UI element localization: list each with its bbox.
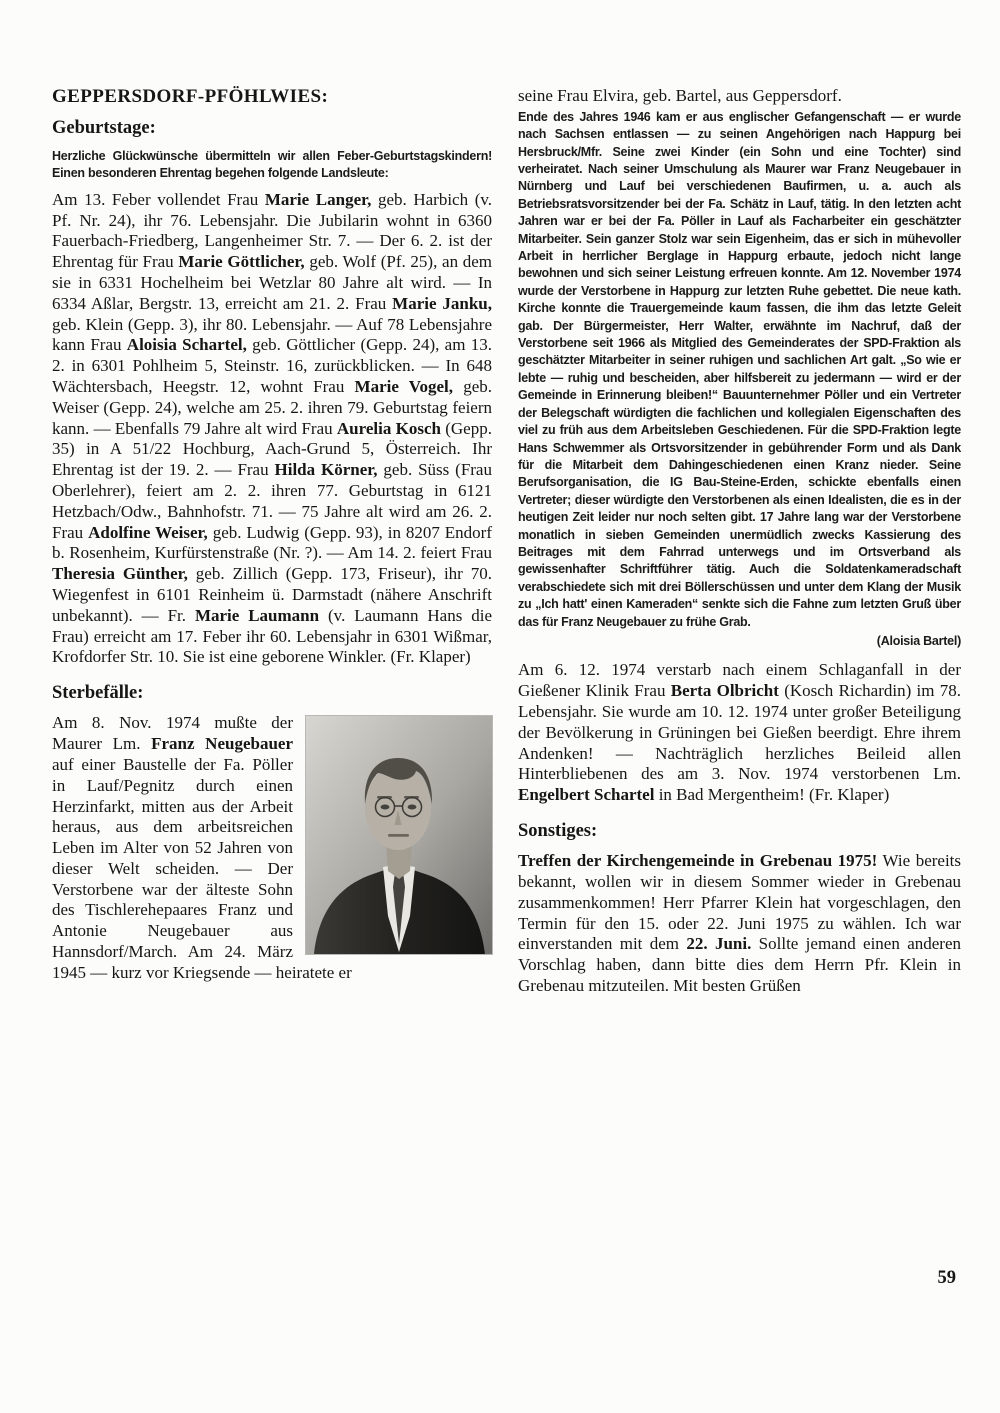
sterbefaelle-continuation: seine Frau Elvira, geb. Bartel, aus Geppersdorf. [518,86,842,105]
left-column [52,86,492,999]
geburtstage-body: Am 13. Feber vollendet Frau Marie Langer, geb. Harbich (v. Pf. Nr. 24), ihr 76. Lebensjahr. Die Jubilarin wohnt in 6360 Fauerbach-Friedberg, Langenheimer Str. 7. — Der 6. 2. ist der Ehrentag für Frau Marie Göttlicher, geb. Wolf (Pf. 25), an dem sie in 6331 Hochelheim bei Wetzlar 80 Jahre alt wird. — In 6334 Aßlar, Bergstr. 13, erreicht am 21. 2. Frau Marie Janku, geb. Klein (Gepp. 3), ihr 80. Lebensjahr. — Auf 78 Lebensjahre kann Frau Aloisia Schartel, geb. Göttlicher (Gepp. 24), am 13. 2. in 6301 Pohlheim 5, Steinstr. 16, zurückblicken. — In 648 Wächtersbach, Heegstr. 12, wohnt Frau Marie Vogel, geb. Weiser (Gepp. 24), welche am 25. 2. ihren 79. Geburtstag feiern kann. — Ebenfalls 79 Jahre alt wird Frau Aurelia Kosch (Gepp. 35) in A 51/22 Hochburg, Aach-Grund 5, Österreich. Ihr Ehrentag ist der 19. 2. — Frau Hilda Körner, geb. Süss (Frau Oberlehrer), feiert am 2. 2. ihren 77. Geburtstag in 6121 Hetzbach/Odw., Bahnhofstr. 71. — 75 Jahre alt wird am 26. 2. Frau Adolfine Weiser, geb. Ludwig (Gepp. 93), in 8207 Endorf b. Rosenheim, Kurfürstenstraße (Nr. ?). — Am 14. 2. feiert Frau Theresia Günther, geb. Zillich (Gepp. 173, Friseur), ihr 70. Wiegenfest in 6101 Reinheim ü. Darmstadt (nähere Anschrift unbekannt). — Fr. Marie Laumann (v. Laumann Hans die Frau) erreicht am 17. Feber ihr 60. Lebensjahr in 6301 Wißmar, Krofdorfer Str. 10. Sie ist eine geborene Winkler. (Fr. Klaper) [52,189,493,667]
portrait-photo-graphic [306,716,492,954]
sterbefaelle-heading: Sterbefälle: [52,683,144,704]
right-column [518,86,961,999]
obituary-detail: Ende des Jahres 1946 kam er aus englischer Gefangenschaft — er wurde nach Sachsen entlassen — zu seinen Angehörigen nach Happurg bei Hersbruck/Mfr. Seine zwei Kinder (ein Sohn und eine Tochter) sind verheiratet. Nach seiner Umschulung als Maurer war Franz Neugebauer in Nürnberg und Lauf bei verschiedenen Baufirmen, u. a. auch als Betriebsratsvorsitzender bei der Fa. Schätz in Lauf, tätig. In den letzten acht Jahren war er bei der Fa. Pöller in Lauf als Facharbeiter ein geschätzter Mitarbeiter. Sein ganzer Stolz war sein Eigenheim, das er sich in mühevoller Arbeit in herrlicher Berglage in Happurg erbaute, jedoch nicht lange bewohnen und sich seiner Leistung erfreuen konnte. Am 12. November 1974 wurde der Verstorbene in Happurg zur letzten Ruhe gebettet. Die neue kath. Kirche konnte die Trauergemeinde kaum fassen, die ihm das letzte Geleit gab. Der Bürgermeister, Herr Walter, erwähnte im Nachruf, daß der Verstorbene seit 1966 als Mitglied des Gemeinderates der SPD-Fraktion als geschätzter Mitarbeiter in seiner ruhigen und sachlichen Art galt. „So wie er lebte — ruhig und bescheiden, aber hilfsbereit zu jedermann — wird er der Gemeinde in Erinnerung bleiben!“ Bauunternehmer Pöller und ein Vertreter der Belegschaft würdigten die fachlichen und kollegialen Eigenschaften des viel zu früh aus dem Arbeitsleben Geschiedenen. Für die SPD-Fraktion legte Hans Schwemmer als Ortsvorsitzender in gebührender Form und als Dank für die Mitarbeit dem Dahingeschiedenen einen Kranz nieder. Seine Berufsorganisation, die IG Bau-Steine-Erden, schickte ebenfalls einen Vertreter; dieser würdigte den Verstorbenen als einen Idealisten, die es in der heutigen Zeit leider nur noch selten gibt. 17 Jahre lang war der Verstorbene monatlich in sieben Gemeinden unermüdlich zwecks Kassierung des Beitrages mit dem Fahrrad unterwegs und im Ortsverband als gewissenhafter Schriftführer tätig. Auch die Soldatenkameradschaft verabschiedete sich mit drei Böllerschüssen und unter dem Klang der Musik zu „Ich hatt' einen Kameraden“ senkte sich die Fahne zum letzten Gruß über das für Franz Neugebauer zu frühe Grab. [518,109,961,629]
sonstiges-body: Treffen der Kirchengemeinde in Grebenau 1975! Wie bereits bekannt, wollen wir in diesem Sommer wieder in Grebenau zusammenkommen! Herr Pfarrer Klein hat vorgeschlagen, den Termin für den 15. oder 22. Juni 1975 zu wählen. Ich war einverstanden mit dem 22. Juni. Sollte jemand einen anderen Vorschlag haben, dann bitte dies dem Herrn Pfr. Klein in Grebenau mitzuteilen. Mit besten Grüßen [518,851,962,995]
portrait-photo [306,716,492,954]
sterbefaelle-para-2: Am 6. 12. 1974 verstarb nach einem Schlaganfall in der Gießener Klinik Frau Berta Olbricht (Kosch Richardin) im 78. Lebensjahr. Sie wurde am 10. 12. 1974 unter großer Beteiligung der Bevölkerung in Grüningen bei Gießen beerdigt. Ehre ihrem Andenken! — Nachträglich herzliches Beileid allen Hinterbliebenen des am 3. Nov. 1974 verstorbenen Lm. Engelbert Schartel in Bad Mergentheim! (Fr. Klaper) [518,660,962,805]
community-title: GEPPERSDORF-PFÖHLWIES: [52,86,329,107]
geburtstage-intro: Herzliche Glückwünsche übermitteln wir allen Feber-Geburtstagskindern! Einen besonderen Ehrentag begehen folgende Landsleute: [52,148,492,181]
sterbefaelle-para-1: Am 8. Nov. 1974 mußte der Maurer Lm. Franz Neugebauer auf einer Baustelle der Fa. Pöller in Lauf/Pegnitz durch einen Herzinfarkt, mitten aus der Arbeit heraus, aus dem arbeitsreichen Leben im Alter von 52 Jahren von dieser Welt scheiden. — Der Verstorbene war der älteste Sohn des Tischlerehepaares Franz und Antonie Neugebauer aus Hannsdorf/March. Am 24. März 1945 — kurz vor Kriegsende — heiratete er [52,713,492,983]
geburtstage-heading: Geburtstage: [52,117,156,138]
page-number: 59 [937,1268,956,1288]
obituary-signature: (Aloisia Bartel) [876,633,961,648]
sonstiges-heading: Sonstiges: [518,820,598,841]
